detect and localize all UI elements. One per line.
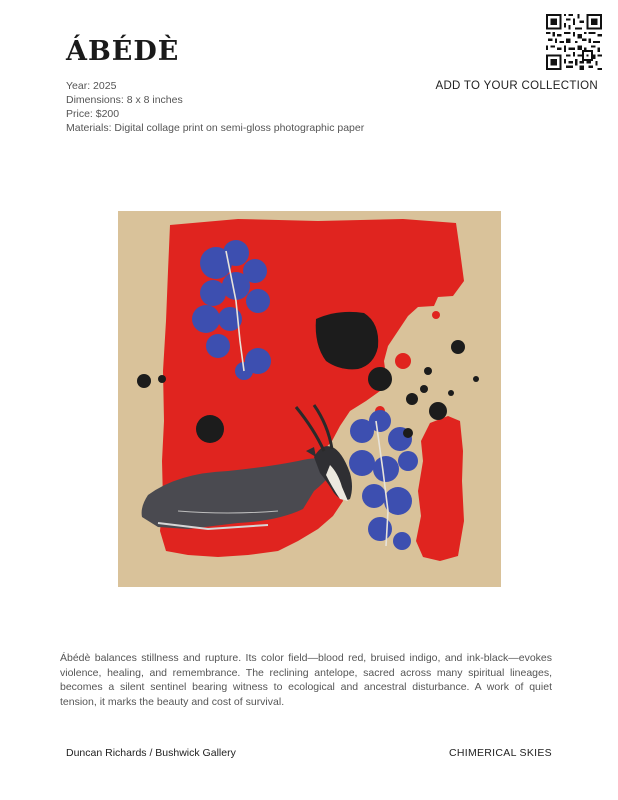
collection-name: CHIMERICAL SKIES (448, 747, 552, 759)
artwork-description: Ábédè balances stillness and rupture. Its color field—blood red, bruised indigo, and ink-black—evokes violence, healing, and remembrance. The reclining antelope, sacred across many spiritual lineages, becomes a silent sentinel bearing witness to ecological and ancestral disturbance. A work of quiet tension, it marks the beauty and cost of survival. (60, 652, 552, 708)
year-text: Year: 2025 (66, 80, 117, 92)
dimensions-text: Dimensions: 8 x 8 inches (66, 94, 183, 106)
artist-gallery-credit: Duncan Richards / Bushwick Gallery (66, 747, 236, 759)
artwork-image (118, 211, 501, 587)
qr-code-icon[interactable] (546, 14, 602, 70)
artwork-title: ÁBÉDÈ (66, 36, 180, 67)
artwork-details (66, 79, 364, 135)
add-to-collection-button[interactable]: ADD TO YOUR COLLECTION (435, 80, 598, 92)
materials-text: Materials: Digital collage print on semi-gloss photographic paper (66, 122, 365, 134)
price-text: Price: $200 (66, 108, 120, 120)
